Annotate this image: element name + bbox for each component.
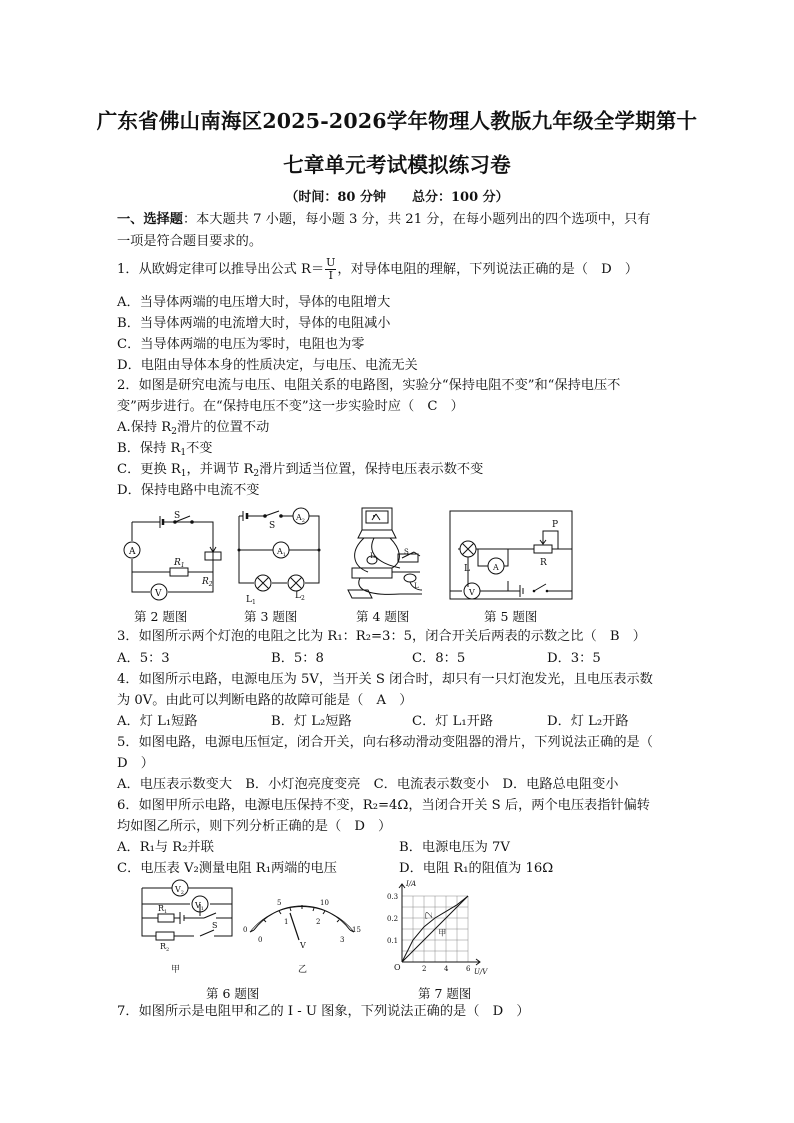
f2-r1-label: $R_1$ — [174, 558, 185, 569]
q4-option-d: D．灯 L₂开路 — [547, 714, 629, 729]
q3-option-d: D．3：5 — [547, 651, 601, 666]
q1-option-a: A．当导体两端的电压增大时，导体的电阻增大 — [117, 295, 391, 310]
meter-outer-tick-10: 10 — [320, 899, 329, 907]
figure-6-yi-label: 乙 — [298, 965, 308, 975]
q4-option-c: C．灯 L₁开路 — [412, 714, 494, 729]
meter-inner-tick-2: 2 — [316, 918, 321, 926]
q6-option-b: B．电源电压为 7V — [399, 840, 510, 855]
figure-7-iu-chart — [380, 872, 495, 978]
q6-option-d: D．电阻 R₁的阻值为 16Ω — [399, 861, 554, 876]
q2-option-d: D．保持电路中电流不变 — [117, 483, 260, 498]
section-intro-line-2: 一项是符合题目要求的。 — [117, 234, 263, 249]
svg-text:L: L — [370, 552, 375, 560]
question-6-stem-line-2: 均如图乙所示，则下列分析正确的是（ D ） — [117, 819, 392, 834]
y-tick-label: 0.2 — [387, 915, 399, 923]
question-2-stem-line-1: 2．如图是研究电流与电压、电阻关系的电路图，实验分“保持电阻不变”和“保持电压不 — [117, 378, 621, 393]
q1-option-d: D．电阻由导体本身的性质决定，与电压、电流无关 — [117, 358, 418, 373]
q4-option-a: A．灯 L₁短路 — [117, 714, 198, 729]
q1-option-b: B．当导体两端的电流增大时，导体的电阻减小 — [117, 316, 391, 331]
figure-6-caption: 第 6 题图 — [206, 986, 260, 1001]
series-label-jia: 甲 — [438, 928, 447, 938]
question-7-stem: 7．如图所示是电阻甲和乙的 I - U 图象，下列说法正确的是（ D ） — [117, 1004, 530, 1019]
meter-outer-tick-15: 15 — [352, 926, 361, 934]
f3-a2-label: $A_2$ — [296, 513, 305, 524]
q2-option-c: C．更换 $R_1$，并调节 $R_2$滑片到适当位置，保持电压表示数不变 — [117, 462, 484, 479]
q3-option-b: B．5：8 — [271, 651, 324, 666]
y-axis-label: I/A — [406, 880, 417, 888]
f5-r-label: R — [540, 558, 547, 568]
figure-5-circuit — [448, 509, 578, 604]
f5-p-label: P — [552, 520, 559, 530]
meter-outer-tick-5: 5 — [277, 899, 282, 907]
section-intro-line-1 — [117, 211, 650, 229]
figure-3-caption: 第 3 题图 — [244, 609, 298, 624]
f2-voltmeter-label: V — [155, 589, 162, 599]
f5-v-label: V — [469, 588, 475, 597]
question-5-stem-line-1: 5．如图电路，电源电压恒定，闭合开关，向右移动滑动变阻器的滑片，下列说法正确的是（ — [117, 735, 653, 750]
f5-l-label: L — [464, 564, 470, 574]
figure-2-caption: 第 2 题图 — [134, 609, 188, 624]
question-2-stem-line-2: 变”两步进行。在“保持电压不变”这一步实验时应（ C ） — [117, 399, 464, 414]
section-heading: 一、选择题 — [117, 212, 183, 227]
q6-option-c: C．电压表 V₂测量电阻 R₁两端的电压 — [117, 861, 337, 876]
origin-label: O — [394, 963, 401, 972]
x-tick-label: 4 — [444, 965, 449, 973]
meter-unit-label: V — [300, 941, 306, 950]
exam-title-line-1: 广东省佛山南海区2025-2026学年物理人教版九年级全学期第十 — [96, 109, 698, 133]
f6-v2-label: $V_2$ — [175, 885, 184, 896]
f3-switch-label: S — [269, 521, 276, 531]
figure-6-yi-voltmeter-dial — [240, 892, 365, 952]
figure-4-apparatus — [340, 506, 435, 606]
svg-text:L: L — [414, 582, 419, 590]
q3-option-c: C．8：5 — [412, 651, 466, 666]
f5-a-label: A — [493, 563, 499, 572]
section-intro-text: ：本大题共 7 小题，每小题 3 分，共 21 分，在每小题列出的四个选项中，只有 — [182, 212, 651, 227]
f3-l2-label: $L_2$ — [295, 591, 305, 602]
figure-4-caption: 第 4 题图 — [356, 609, 410, 624]
q5-options: A．电压表示数变大 B．小灯泡亮度变亮 C．电流表示数变小 D．电路总电阻变小 — [117, 777, 619, 792]
f3-l1-label: $L_1$ — [246, 595, 256, 606]
q4-option-b: B．灯 L₂短路 — [271, 714, 352, 729]
question-1-stem — [117, 257, 638, 282]
meter-inner-tick-1: 1 — [284, 918, 289, 926]
figure-5-caption: 第 5 题图 — [484, 609, 538, 624]
q2-option-a: A.保持 $R_2$滑片的位置不动 — [117, 420, 270, 437]
series-label-yi: 乙 — [424, 911, 434, 920]
f6-r1-label: $R_1$ — [158, 904, 168, 915]
f6-r2-label: $R_2$ — [160, 942, 170, 953]
fraction-numerator: U — [326, 256, 336, 269]
f2-r2-label: $R_2$ — [202, 577, 213, 588]
f2-switch-label: S — [174, 511, 181, 521]
x-tick-label: 2 — [422, 965, 427, 973]
q1-option-c: C．当导体两端的电压为零时，电阻也为零 — [117, 337, 365, 352]
question-3-stem: 3．如图所示两个灯泡的电阻之比为 R₁：R₂=3：5，闭合开关后两表的示数之比（ B ） — [117, 629, 646, 644]
x-tick-label: 6 — [466, 965, 471, 973]
figure-3-circuit — [231, 510, 326, 605]
y-tick-label: 0.3 — [387, 893, 399, 901]
question-4-stem-line-1: 4．如图所示电路，电源电压为 5V，当开关 S 闭合时，却只有一只灯泡发光，且电压表示数 — [117, 672, 653, 687]
f6-s-label: S — [212, 921, 218, 930]
exam-title-line-2: 七章单元考试模拟练习卷 — [283, 153, 511, 177]
fraction-denominator: I — [328, 269, 333, 282]
figure-2-circuit — [120, 512, 225, 607]
figure-7-caption: 第 7 题图 — [418, 986, 472, 1001]
time-info: （时间：80 分钟 总分：100 分） — [285, 190, 509, 205]
y-tick-label: 0.1 — [387, 937, 399, 945]
q6-option-a: A．R₁与 R₂并联 — [117, 840, 214, 855]
figure-6-jia-label: 甲 — [171, 965, 181, 975]
figure-6-jia-circuit — [140, 880, 240, 960]
y-axis — [399, 884, 405, 962]
meter-outer-tick-0: 0 — [243, 926, 248, 934]
q1-stem-a: 1．从欧姆定律可以推导出公式 R＝ — [117, 262, 325, 277]
question-6-stem-line-1: 6．如图甲所示电路，电源电压保持不变，R₂=4Ω，当闭合开关 S 后，两个电压表指针偏转 — [117, 798, 650, 813]
q2-option-b: B．保持 $R_1$不变 — [117, 441, 213, 458]
q3-option-a: A．5：3 — [117, 651, 170, 666]
meter-inner-tick-0: 0 — [258, 936, 263, 944]
meter-inner-tick-3: 3 — [340, 936, 345, 944]
q1-stem-b: ，对导体电阻的理解，下列说法正确的是（ D ） — [337, 262, 639, 277]
question-4-stem-line-2: 为 0V。由此可以判断电路的故障可能是（ A ） — [117, 693, 413, 708]
x-axis-label: U/V — [474, 968, 488, 976]
f2-ammeter-label: A — [129, 547, 136, 557]
svg-text:S: S — [404, 548, 409, 556]
formula-fraction — [325, 257, 336, 282]
f3-a1-label: $A_1$ — [277, 547, 286, 558]
f6-v1-label: $V_1$ — [195, 901, 204, 912]
question-5-stem-line-2: D ） — [117, 756, 154, 771]
